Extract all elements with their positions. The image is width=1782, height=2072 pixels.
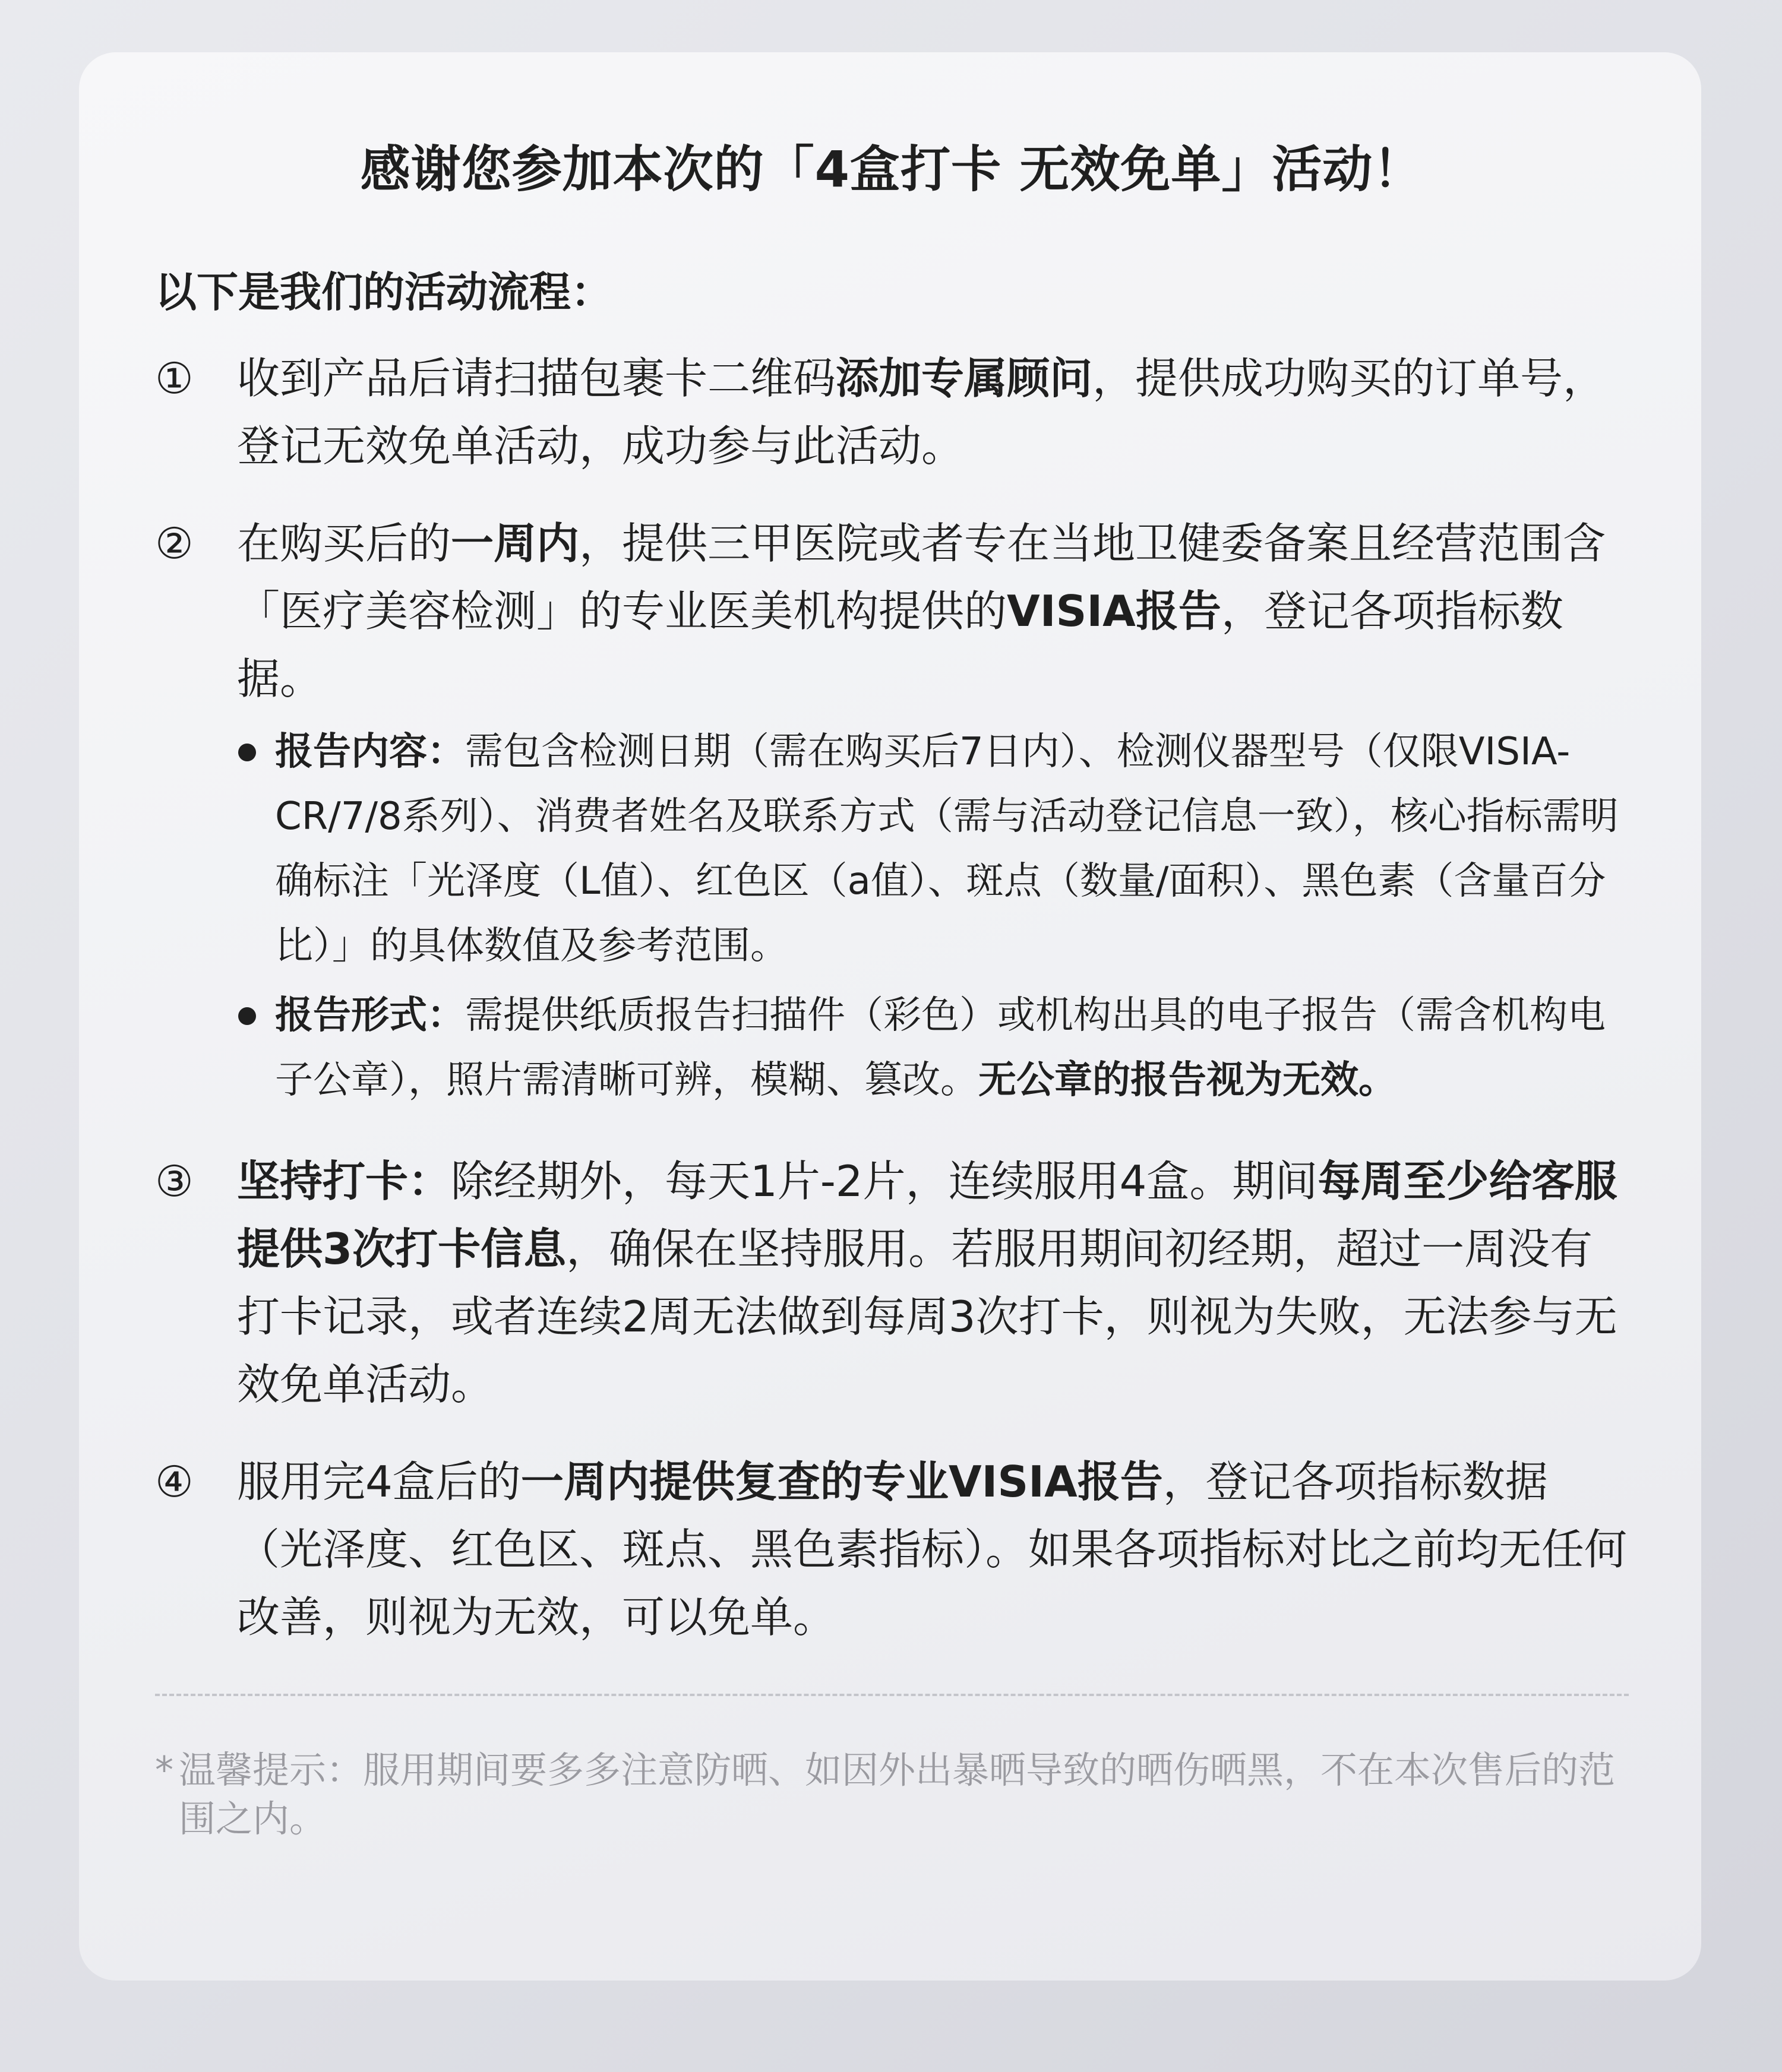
step-1 — [155, 344, 1629, 480]
step-number: ④ — [155, 1457, 194, 1507]
highlight: 每周至少给客服提供3次打卡信息 — [237, 1156, 1617, 1274]
bullet-text: 需提供纸质报告扫描件（彩色）或机构出具的电子报告（需含机构电子公章），照片需清晰可辨，模糊、篡改。 — [275, 994, 1606, 1102]
highlight: 坚持打卡： — [237, 1156, 451, 1206]
step-text: 服用完4盒后的一周内提供复查的专业VISIA报告，登记各项指标数据（光泽度、红色区、斑点、黑色素指标）。如果各项指标对比之前均无任何改善，则视为无效，可以免单。 — [237, 1457, 1628, 1642]
step-number: ① — [155, 353, 194, 403]
report-requirements-list — [155, 720, 1629, 1113]
highlight: 一周内 — [451, 518, 580, 568]
activity-card — [79, 52, 1701, 1981]
bullet-label: 报告形式： — [275, 994, 465, 1037]
warm-tip-text: 温馨提示：服用期间要多多注意防晒、如因外出暴晒导致的晒伤晒黑，不在本次售后的范围之内。 — [179, 1748, 1616, 1840]
bullet-label: 报告内容： — [275, 730, 465, 774]
step-text: 收到产品后请扫描包裹卡二维码添加专属顾问，提供成功购买的订单号，登记无效免单活动，成功参与此活动。 — [237, 353, 1606, 471]
warm-tip — [155, 1746, 1629, 1843]
highlight: 一周内提供复查的专业VISIA报告 — [520, 1457, 1163, 1507]
step-text: 在购买后的一周内，提供三甲医院或者专在当地卫健委备案且经营范围含「医疗美容检测」的专业医美机构提供的VISIA报告，登记各项指标数据。 — [237, 518, 1606, 704]
step-number: ② — [155, 518, 194, 568]
bullet-icon — [238, 983, 275, 1113]
step-text: 坚持打卡：除经期外，每天1片-2片，连续服用4盒。期间每周至少给客服提供3次打卡信息，确保在坚持服用。若服用期间初经期，超过一周没有打卡记录，或者连续2周无法做到每周3次打卡，则视为失败，无法参与无效免单活动。 — [237, 1156, 1617, 1409]
bullet-warning: 无公章的报告视为无效。 — [978, 1058, 1396, 1102]
asterisk: * — [155, 1748, 173, 1792]
list-item — [238, 720, 1629, 979]
highlight: VISIA报告 — [1007, 586, 1221, 636]
bullet-text: 需包含检测日期（需在购买后7日内）、检测仪器型号（仅限VISIA-CR/7/8系列）、消费者姓名及联系方式（需与活动登记信息一致），核心指标需明确标注「光泽度（L值）、红色区（a值）、斑点（数量/面积）、黑色素（含量百分比）」的具体数值及参考范围。 — [275, 730, 1619, 968]
page-title: 感谢您参加本次的「4盒打卡 无效免单」活动！ — [360, 140, 1424, 198]
step-2 — [155, 510, 1629, 713]
step-number: ③ — [155, 1156, 194, 1206]
bullet-icon — [238, 720, 275, 979]
list-item — [238, 983, 1629, 1113]
step-4 — [155, 1448, 1629, 1651]
divider — [155, 1694, 1629, 1696]
highlight: 添加专属顾问 — [836, 353, 1093, 403]
intro-heading: 以下是我们的活动流程： — [155, 268, 612, 317]
step-3 — [155, 1147, 1629, 1418]
